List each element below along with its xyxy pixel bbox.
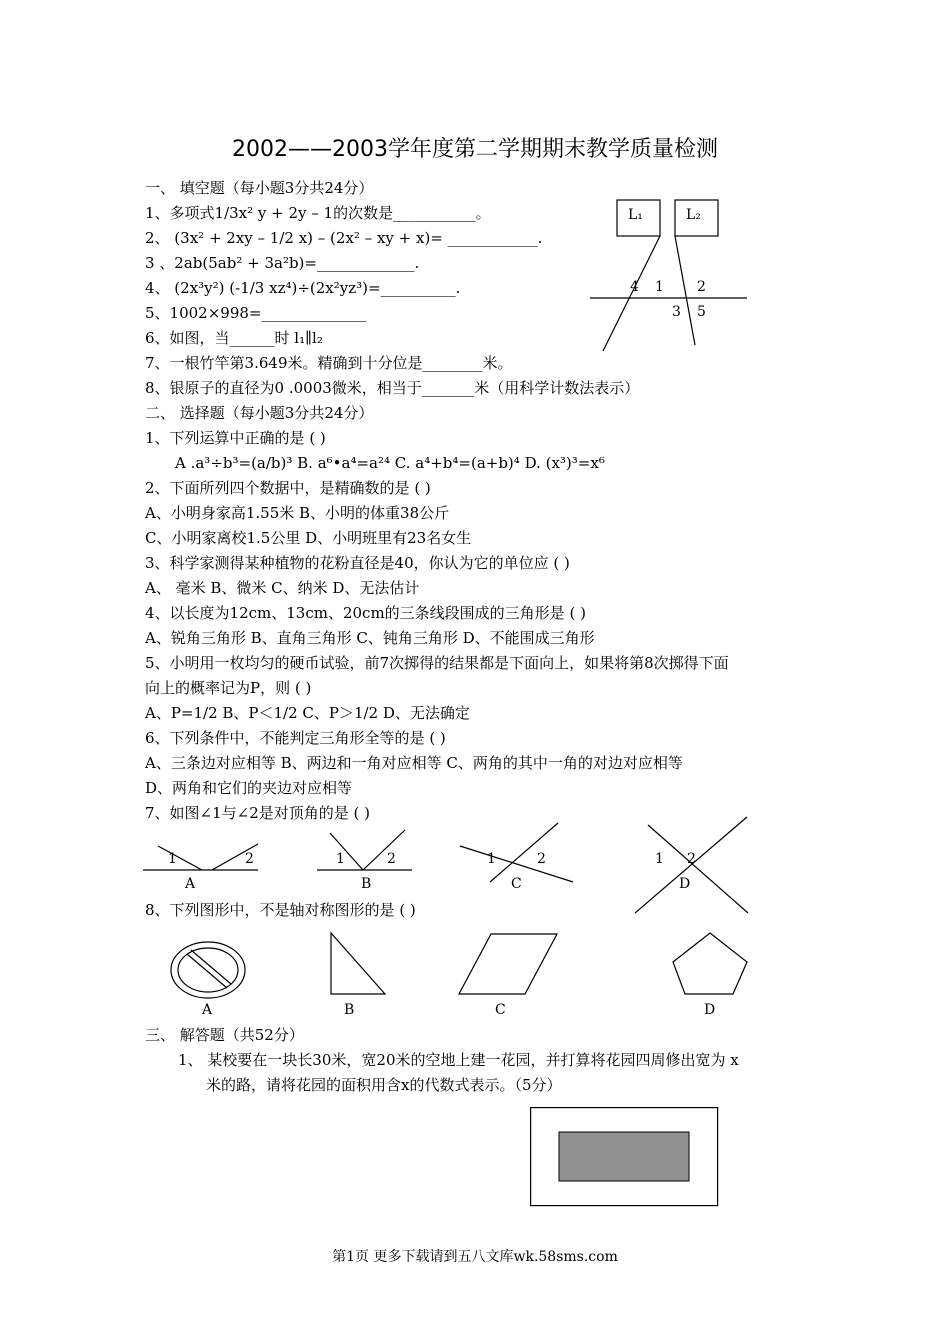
q8-figure-a-no-entry-sign [171, 942, 245, 998]
choice-q6-options-1: A、三条边对应相等 B、两边和一角对应相等 C、两角的其中一角的对边对应相等 [145, 754, 683, 772]
angle-label-3: 3 [672, 304, 681, 320]
fill-q4: 4、 (2x³y²) (-1/3 xz⁴)÷(2x²yz³)=__________. [145, 279, 461, 297]
q8-label-b: B [344, 1002, 355, 1018]
choice-q2-options-2: C、小明家离校1.5公里 D、小明班里有23名女生 [145, 529, 472, 547]
q7-d-angle2: 2 [687, 851, 696, 867]
fill-q2: 2、 (3x² + 2xy – 1/2 x) – (2x² – xy + x)= ____________. [145, 229, 543, 247]
choice-q2-options-1: A、小明身家高1.55米 B、小明的体重38公斤 [145, 504, 450, 522]
page-title: 2002——2003学年度第二学期期末教学质量检测 [232, 137, 718, 162]
fill-q8: 8、银原子的直径为0 .0003微米，相当于_______米（用科学计数法表示） [145, 379, 640, 397]
q8-figures [165, 928, 765, 1003]
choice-q4-options: A、锐角三角形 B、直角三角形 C、钝角三角形 D、不能围成三角形 [145, 629, 595, 647]
q7-figure-b [317, 830, 412, 870]
choice-q3: 3、科学家测得某种植物的花粉直径是40，你认为它的单位应 ( ) [145, 554, 570, 572]
choice-q7: 7、如图∠1与∠2是对顶角的是 ( ) [145, 804, 371, 822]
q8-label-d: D [704, 1002, 716, 1018]
q7-label-b: B [361, 876, 372, 892]
choice-q4: 4、以长度为12cm、13cm、20cm的三条线段围成的三角形是 ( ) [145, 604, 586, 622]
q8-label-c: C [495, 1002, 506, 1018]
q8-figure-b-right-triangle [331, 933, 385, 994]
section3-heading: 三、 解答题（共52分） [145, 1026, 304, 1044]
section1-heading: 一、 填空题（每小题3分共24分） [145, 179, 374, 197]
q7-b-angle2: 2 [387, 851, 396, 867]
garden-figure [530, 1107, 720, 1207]
line-l2 [675, 236, 695, 345]
section2-heading: 二、 选择题（每小题3分共24分） [145, 404, 374, 422]
parallel-lines-figure [585, 195, 755, 355]
q7-d-angle1: 1 [655, 851, 664, 867]
q7-label-a: A [185, 876, 196, 892]
choice-q1-options: A .a³÷b³=(a/b)³ B. a⁶•a⁴=a²⁴ C. a⁴+b⁴=(a+b)⁴ D. (x³)³=x⁶ [175, 454, 605, 472]
choice-q6: 6、下列条件中，不能判定三角形全等的是 ( ) [145, 729, 446, 747]
choice-q5-line2: 向上的概率记为P，则 ( ) [145, 679, 312, 697]
answer-q1-line2: 米的路，请将花园的面积用含x的代数式表示。（5分） [206, 1076, 562, 1094]
q7-label-c: C [511, 876, 522, 892]
fill-q6: 6、如图，当______时 l₁∥l₂ [145, 329, 323, 347]
fill-q3: 3 、2ab(5ab² + 3a²b)=_____________. [145, 254, 420, 272]
angle-label-1: 1 [655, 279, 664, 295]
choice-q8: 8、下列图形中，不是轴对称图形的是 ( ) [145, 901, 416, 919]
choice-q1: 1、下列运算中正确的是 ( ) [145, 429, 326, 447]
q8-figure-c-parallelogram [459, 934, 557, 994]
garden-inner-rect [559, 1132, 689, 1181]
angle-label-5: 5 [697, 304, 706, 320]
choice-q3-options: A、 毫米 B、微米 C、纳米 D、无法估计 [145, 579, 420, 597]
q7-c-angle1: 1 [487, 851, 496, 867]
q7-figure-a [143, 844, 258, 870]
q7-label-d: D [679, 876, 691, 892]
choice-q5-line1: 5、小明用一枚均匀的硬币试验，前7次掷得的结果都是下面向上，如果将第8次掷得下面 [145, 654, 729, 672]
fill-q7: 7、一根竹竿第3.649米。精确到十分位是________米。 [145, 354, 513, 372]
fill-q5: 5、1002×998=______________ [145, 304, 367, 322]
q7-a-angle2: 2 [245, 851, 254, 867]
q7-c-angle2: 2 [537, 851, 546, 867]
q8-figure-d-pentagon [673, 933, 747, 994]
page-footer: 第1页 更多下载请到五八文库wk.58sms.com [332, 1249, 618, 1265]
label-l1: L₁ [628, 207, 643, 223]
label-l2: L₂ [686, 207, 701, 223]
angle-label-2: 2 [697, 279, 706, 295]
q8-label-a: A [202, 1002, 213, 1018]
fill-q1: 1、多项式1/3x² y + 2y – 1的次数是___________。 [145, 204, 491, 222]
choice-q5-options: A、P=1/2 B、P＜1/2 C、P＞1/2 D、无法确定 [145, 704, 470, 722]
q7-figure-c [460, 823, 573, 882]
answer-q1-line1: 1、 某校要在一块长30米，宽20米的空地上建一花园，并打算将花园四周修出宽为 x [178, 1051, 739, 1069]
angle-label-4: 4 [630, 279, 639, 295]
q7-a-angle1: 1 [168, 851, 177, 867]
choice-q2: 2、下面所列四个数据中，是精确数的是 ( ) [145, 479, 431, 497]
choice-q6-options-2: D、两角和它们的夹边对应相等 [145, 779, 353, 797]
q7-b-angle1: 1 [336, 851, 345, 867]
